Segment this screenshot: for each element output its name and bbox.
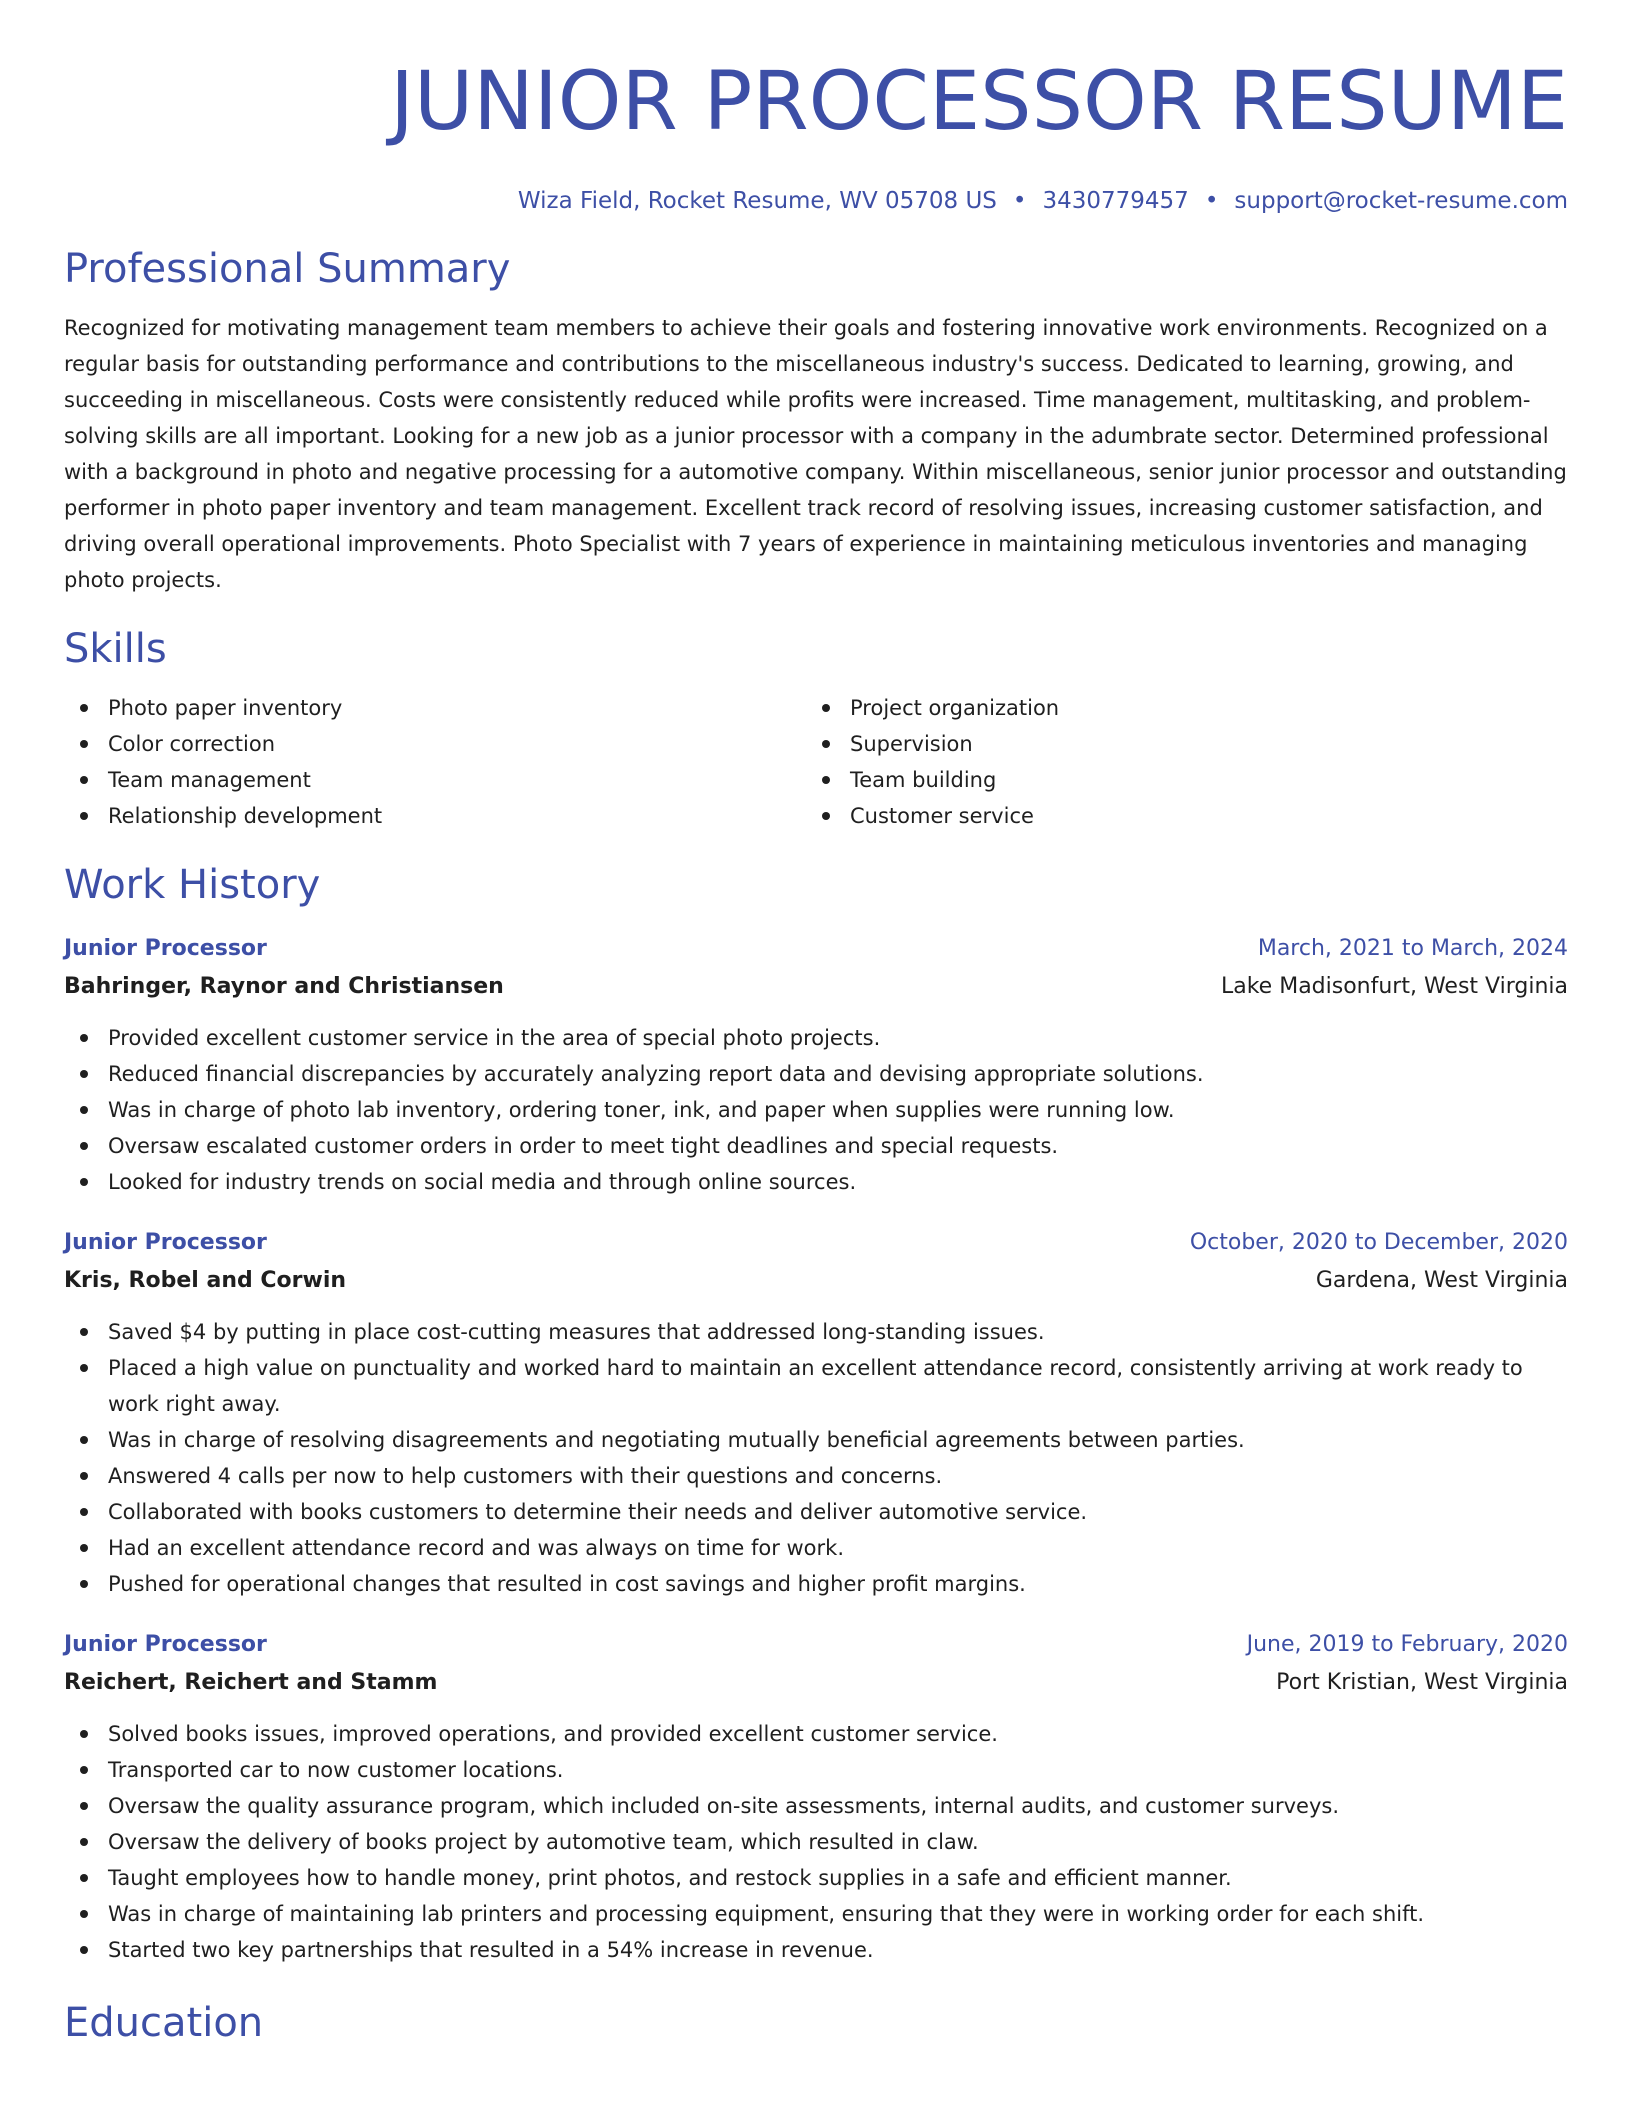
contact-separator: • [1012,188,1027,214]
bullet-dot [80,1436,88,1444]
job-role: Junior Processor [64,1230,267,1255]
bullet-dot [80,1544,88,1552]
bullet-dot [80,1178,88,1186]
job-header-row [64,1626,1568,1664]
skill-label: Project organization [850,696,1060,720]
job-duty-text: Transported car to now customer locations. [108,1758,564,1782]
job-duty-text: Started two key partnerships that resulted in a 54% increase in revenue. [108,1938,874,1962]
job-duties-list [64,1314,1568,1602]
job-duty [64,1092,1568,1128]
job-duty [64,1566,1568,1602]
bullet-dot [822,740,830,748]
job-entry [64,1224,1568,1602]
skill-label: Relationship development [108,804,383,828]
job-duty [64,1164,1568,1200]
job-duty-text: Solved books issues, improved operations, and provided excellent customer service. [108,1722,998,1746]
job-duty-text: Was in charge of photo lab inventory, ordering toner, ink, and paper when supplies were running low. [108,1098,1175,1122]
skills-grid [64,690,1568,834]
job-duty [64,1314,1568,1350]
job-duty-text: Oversaw the quality assurance program, which included on-site assessments, internal audits, and customer surveys. [108,1794,1340,1818]
skill-label: Team building [850,768,997,792]
job-duty-text: Answered 4 calls per now to help customers with their questions and concerns. [108,1464,943,1488]
bullet-dot [80,1034,88,1042]
resume-title: JUNIOR PROCESSOR RESUME [390,55,1568,149]
skill-item [64,690,806,726]
job-duty [64,1788,1568,1824]
job-header-row [64,930,1568,968]
skill-item [64,726,806,762]
job-location: Gardena, West Virginia [1315,1268,1568,1293]
bullet-dot [80,1910,88,1918]
job-duty [64,1128,1568,1164]
bullet-dot [822,704,830,712]
job-duty [64,1350,1568,1422]
summary-text: Recognized for motivating management team members to achieve their goals and fostering innovative work environments. Recognized on a regular basis for outstanding performance and contributions to the miscellaneous industry's success. Dedicated to learning, growing, and succeeding in miscellaneous. Costs were consistently reduced while profits were increased. Time management, multitasking, and problem-solving skills are all important. Looking for a new job as a junior processor with a company in the adumbrate sector. Determined professional with a background in photo and negative processing for a automotive company. Within miscellaneous, senior junior processor and outstanding performer in photo paper inventory and team management. Excellent track record of resolving issues, increasing customer satisfaction, and driving overall operational improvements. Photo Specialist with 7 years of experience in maintaining meticulous inventories and managing photo projects. [64,316,1567,592]
skill-label: Team management [108,768,311,792]
bullet-dot [80,812,88,820]
skills-column-right [806,690,1548,834]
job-duty-text: Saved $4 by putting in place cost-cutting measures that addressed long-standing issues. [108,1320,1045,1344]
skill-item [806,726,1548,762]
contact-line [64,186,1568,216]
job-duty [64,1530,1568,1566]
job-duty-text: Had an excellent attendance record and was always on time for work. [108,1536,845,1560]
job-company-row [64,1262,1568,1300]
job-duty-text: Oversaw the delivery of books project by automotive team, which resulted in claw. [108,1830,979,1854]
bullet-dot [80,1508,88,1516]
skill-item [64,798,806,834]
job-duty [64,1020,1568,1056]
job-duty-text: Oversaw escalated customer orders in order to meet tight deadlines and special requests. [108,1134,1059,1158]
bullet-dot [80,1874,88,1882]
job-duty-text: Looked for industry trends on social media and through online sources. [108,1170,857,1194]
job-duty [64,1458,1568,1494]
bullet-dot [822,776,830,784]
job-entry [64,1626,1568,1968]
summary-heading: Professional Summary [64,246,511,292]
job-duty [64,1422,1568,1458]
skill-item [806,690,1548,726]
job-company-row [64,1664,1568,1702]
job-location: Port Kristian, West Virginia [1276,1670,1568,1695]
job-duty [64,1752,1568,1788]
bullet-dot [80,704,88,712]
job-company: Kris, Robel and Corwin [64,1268,347,1293]
skill-item [806,762,1548,798]
job-entry [64,930,1568,1200]
job-duty-text: Taught employees how to handle money, print photos, and restock supplies in a safe and efficient manner. [108,1866,1232,1890]
job-duty [64,1824,1568,1860]
job-duty [64,1494,1568,1530]
bullet-dot [80,1472,88,1480]
bullet-dot [80,1328,88,1336]
job-company: Reichert, Reichert and Stamm [64,1670,438,1695]
bullet-dot [80,1142,88,1150]
job-duty-text: Reduced financial discrepancies by accurately analyzing report data and devising appropriate solutions. [108,1062,1204,1086]
job-duty-text: Provided excellent customer service in the area of special photo projects. [108,1026,881,1050]
bullet-dot [80,1364,88,1372]
job-header-row [64,1224,1568,1262]
job-duty-text: Collaborated with books customers to determine their needs and deliver automotive service. [108,1500,1088,1524]
job-duty-text: Placed a high value on punctuality and worked hard to maintain an excellent attendance record, consistently arriving at work ready to work right away. [108,1356,1523,1416]
bullet-dot [80,1580,88,1588]
job-dates: June, 2019 to February, 2020 [1246,1632,1568,1657]
job-duty-text: Pushed for operational changes that resulted in cost savings and higher profit margins. [108,1572,1026,1596]
job-duties-list [64,1020,1568,1200]
job-duties-list [64,1716,1568,1968]
skill-label: Color correction [108,732,276,756]
job-duty-text: Was in charge of resolving disagreements and negotiating mutually beneficial agreements between parties. [108,1428,1245,1452]
skill-label: Supervision [850,732,973,756]
bullet-dot [80,1802,88,1810]
contact-separator: • [1204,188,1219,214]
contact-phone: 3430779457 [1042,188,1189,214]
job-duty [64,1860,1568,1896]
skills-column-left [64,690,806,834]
bullet-dot [822,812,830,820]
skill-item [64,762,806,798]
skill-label: Photo paper inventory [108,696,343,720]
bullet-dot [80,1838,88,1846]
bullet-dot [80,1106,88,1114]
education-heading: Education [64,2000,264,2046]
skill-item [806,798,1548,834]
skill-label: Customer service [850,804,1034,828]
job-duty-text: Was in charge of maintaining lab printers and processing equipment, ensuring that they were in working order for each shift. [108,1902,1425,1926]
skills-heading: Skills [64,626,167,672]
resume-page [64,0,1568,2048]
contact-email: support@rocket-resume.com [1234,188,1568,214]
bullet-dot [80,776,88,784]
bullet-dot [80,1730,88,1738]
contact-address: Wiza Field, Rocket Resume, WV 05708 US [517,188,997,214]
work-history-heading: Work History [64,862,321,908]
job-role: Junior Processor [64,1632,267,1657]
job-dates: March, 2021 to March, 2024 [1257,936,1568,961]
job-location: Lake Madisonfurt, West Virginia [1220,974,1568,999]
job-duty [64,1716,1568,1752]
job-role: Junior Processor [64,936,267,961]
job-duty [64,1896,1568,1932]
job-company-row [64,968,1568,1006]
bullet-dot [80,740,88,748]
bullet-dot [80,1946,88,1954]
job-dates: October, 2020 to December, 2020 [1189,1230,1568,1255]
bullet-dot [80,1070,88,1078]
job-company: Bahringer, Raynor and Christiansen [64,974,504,999]
job-duty [64,1932,1568,1968]
bullet-dot [80,1766,88,1774]
job-duty [64,1056,1568,1092]
